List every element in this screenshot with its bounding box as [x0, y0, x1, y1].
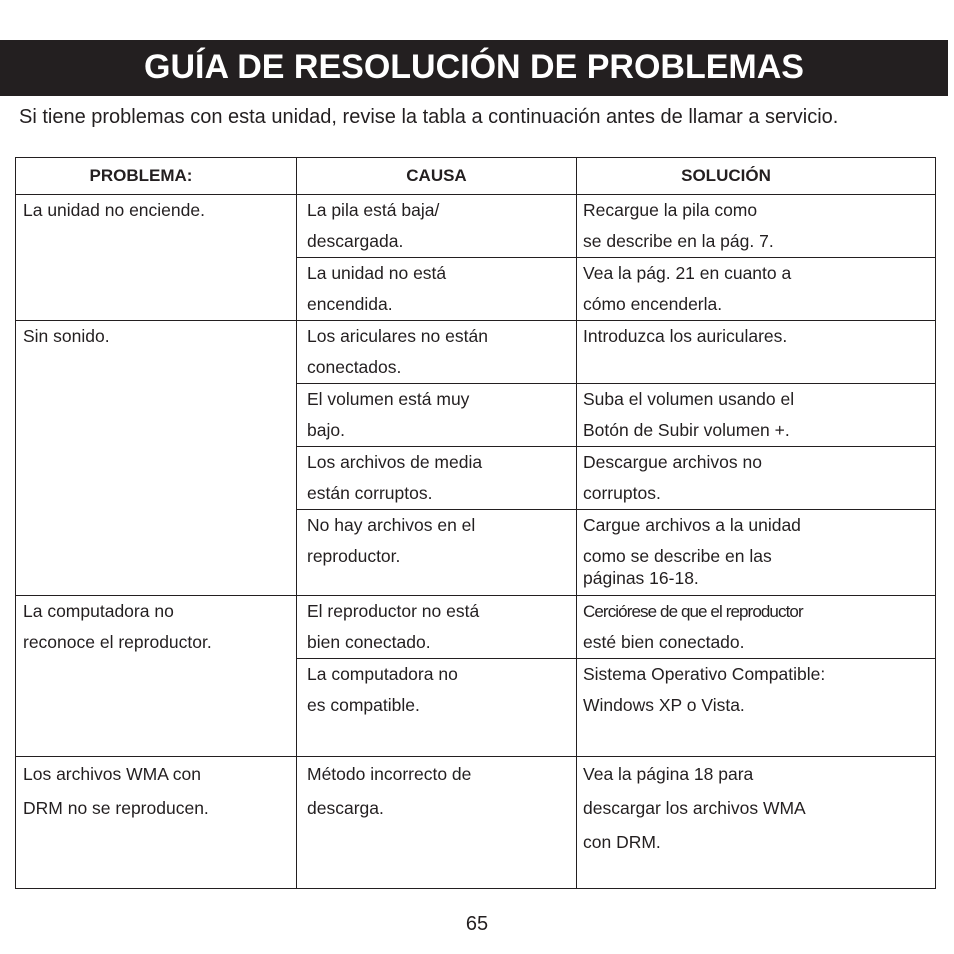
problem-cell — [16, 757, 297, 889]
problem-text: Sin sonido. — [23, 326, 110, 346]
cause-cell — [297, 321, 577, 384]
cause-cell — [297, 258, 577, 321]
solution-text: Sistema Operativo Compatible: Windows XP o Vista. — [583, 664, 826, 715]
cause-text: El reproductor no está bien conectado. — [307, 601, 480, 652]
troubleshooting-table — [15, 157, 936, 889]
cause-text: La computadora no es compatible. — [307, 664, 458, 715]
problem-cell — [16, 195, 297, 321]
table-header-row — [16, 158, 936, 195]
solution-cell — [577, 384, 936, 447]
cause-text: Los archivos de media están corruptos. — [307, 452, 483, 503]
cause-cell — [297, 757, 577, 889]
solution-cell — [577, 596, 936, 659]
cause-text: El volumen está muy bajo. — [307, 389, 470, 440]
cause-text: Los ariculares no están conectados. — [307, 326, 488, 377]
table-row — [16, 321, 936, 384]
solution-cell — [577, 321, 936, 384]
cause-cell — [297, 384, 577, 447]
solution-text: Vea la página 18 para descargar los archivos WMA con DRM. — [583, 764, 806, 852]
cause-text: Método incorrecto de descarga. — [307, 764, 472, 818]
solution-cell — [577, 258, 936, 321]
header-solution: SOLUCIÓN — [577, 158, 936, 195]
cause-cell — [297, 596, 577, 659]
table-row — [16, 596, 936, 659]
solution-cell — [577, 195, 936, 258]
solution-text: Cargue archivos a la unidad como se describe en las — [583, 515, 801, 566]
problem-text: La unidad no enciende. — [23, 200, 205, 220]
page-title: GUÍA DE RESOLUCIÓN DE PROBLEMAS — [144, 48, 804, 86]
solution-text: Descargue archivos no corruptos. — [583, 452, 762, 503]
problem-cell — [16, 596, 297, 757]
solution-text: Vea la pág. 21 en cuanto a cómo encenderla. — [583, 263, 792, 314]
cause-text: La pila está baja/ descargada. — [307, 200, 440, 251]
solution-cell — [577, 447, 936, 510]
header-problem: PROBLEMA: — [16, 158, 297, 195]
title-bar — [0, 40, 948, 96]
solution-cell — [577, 757, 936, 889]
table-row — [16, 195, 936, 258]
problem-cell — [16, 321, 297, 596]
solution-text-continued: páginas 16-18. — [583, 568, 699, 588]
problem-text: Los archivos WMA con DRM no se reproducen. — [23, 764, 209, 818]
cause-cell — [297, 510, 577, 596]
cause-text: La unidad no está encendida. — [307, 263, 447, 314]
troubleshooting-table-container — [15, 157, 935, 879]
cause-text: No hay archivos en el reproductor. — [307, 515, 476, 566]
cause-cell — [297, 659, 577, 757]
page-number: 65 — [465, 913, 489, 935]
solution-text: Introduzca los auriculares. — [583, 326, 788, 346]
cause-cell — [297, 195, 577, 258]
solution-cell — [577, 659, 936, 757]
cause-cell — [297, 447, 577, 510]
intro-text: Si tiene problemas con esta unidad, revise la tabla a continuación antes de llamar a servicio. — [19, 106, 839, 128]
solution-text: Cerciórese de que el reproductor — [583, 602, 803, 621]
solution-text: Suba el volumen usando el Botón de Subir volumen +. — [583, 389, 795, 440]
header-cause: CAUSA — [297, 158, 577, 195]
table-row — [16, 757, 936, 889]
solution-text: Recargue la pila como se describe en la pág. 7. — [583, 200, 774, 251]
problem-text: La computadora no reconoce el reproductor. — [23, 601, 212, 652]
solution-cell — [577, 510, 936, 596]
solution-text-continued: esté bien conectado. — [583, 632, 745, 652]
